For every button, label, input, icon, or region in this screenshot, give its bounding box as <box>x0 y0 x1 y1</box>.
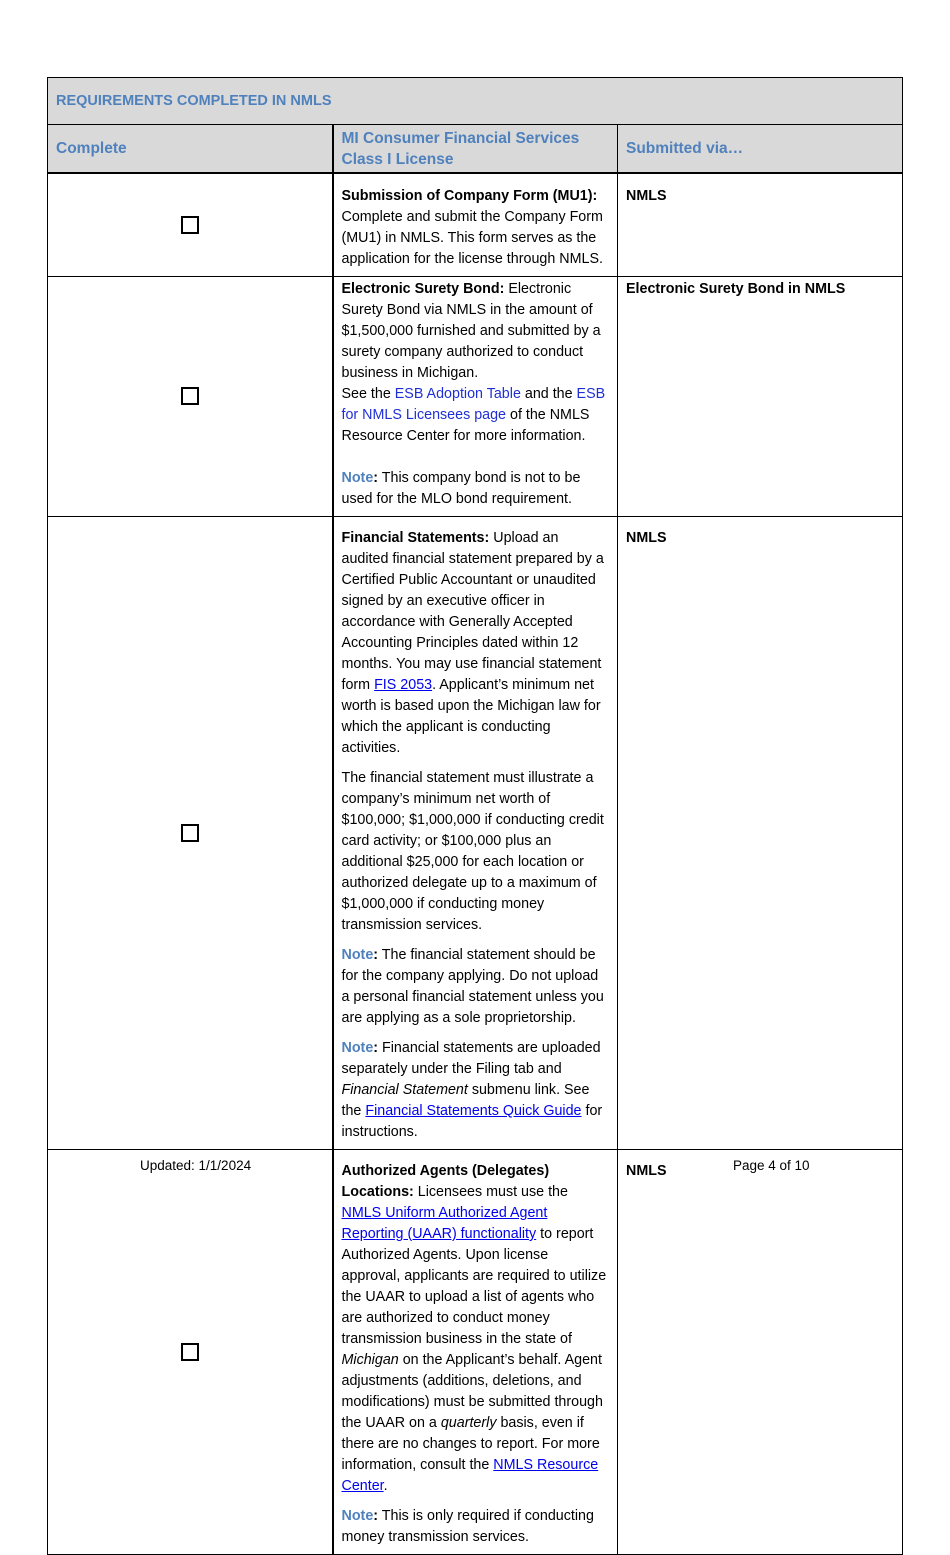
uaar-functionality-link[interactable]: NMLS Uniform Authorized Agent Reporting (UAAR) functionality <box>341 1205 548 1242</box>
footer-page-number: Page 4 of 10 <box>733 1158 810 1173</box>
table-row <box>48 277 903 517</box>
complete-cell <box>48 277 333 517</box>
requirement-paragraph <box>342 1161 610 1497</box>
complete-checkbox[interactable] <box>181 387 199 405</box>
requirement-text: basis, even if there are no changes to report. For more information, consult the <box>341 1415 600 1473</box>
requirement-text: Complete and submit the Company Form (MU1) in NMLS. This form serves as the application for the license through NMLS. <box>341 209 603 267</box>
requirement-text: Licensees must use the <box>413 1184 568 1200</box>
requirement-description <box>333 517 618 1150</box>
note-colon: : <box>373 947 379 963</box>
header-submitted-via: Submitted via… <box>618 125 903 174</box>
note-text: The financial statement should be for the company applying. Do not upload a personal financial statement unless you are applying as a sole proprietorship. <box>341 947 604 1026</box>
note-text: for instructions. <box>341 1103 603 1140</box>
note-text: This company bond is not to be used for the MLO bond requirement. <box>341 470 581 507</box>
note-colon: : <box>373 1040 379 1056</box>
nmls-resource-center-link[interactable]: NMLS Resource Center <box>341 1457 599 1494</box>
note-colon: : <box>373 470 379 486</box>
table-banner: REQUIREMENTS COMPLETED IN NMLS <box>48 78 903 125</box>
financial-statements-guide-link[interactable]: Financial Statements Quick Guide <box>365 1103 582 1119</box>
header-complete: Complete <box>48 125 333 174</box>
requirement-text: Electronic Surety Bond via NMLS in the amount of $1,500,000 furnished and submitted by a surety company authorized to conduct business in Michigan. <box>341 281 601 381</box>
see-text: See the <box>341 386 395 402</box>
see-text: and the <box>520 386 577 402</box>
requirement-title: Submission of Company Form (MU1): <box>341 188 598 204</box>
spacer <box>342 447 610 468</box>
requirement-text: . Applicant’s minimum net worth is based upon the Michigan law for which the applicant is conducting activities. <box>341 677 601 756</box>
table-row <box>48 517 903 1150</box>
note-label: Note <box>341 947 374 963</box>
requirement-text: on the Applicant’s behalf. Agent adjustments (additions, deletions, and modifications) must be submitted through the UAAR on a <box>341 1352 603 1431</box>
requirement-italic: quarterly <box>440 1415 497 1431</box>
requirement-text: to report Authorized Agents. Upon license approval, applicants are required to utilize the UAAR to upload a list of agents who are authorized to conduct money transmission business in the state of <box>341 1226 607 1347</box>
requirement-text: Upload an audited financial statement prepared by a Certified Public Accountant or unaudited signed by an executive officer in accordance with Generally Accepted Accounting Principles dated within 12 months. You may use financial statement form <box>341 530 604 693</box>
note-label: Note <box>341 470 374 486</box>
submitted-via-value: Electronic Surety Bond in NMLS <box>618 277 903 517</box>
see-text: of the NMLS Resource Center for more information. <box>341 407 590 444</box>
note-line <box>342 1506 610 1548</box>
complete-checkbox[interactable] <box>181 216 199 234</box>
requirements-table <box>47 77 903 1555</box>
fis-2053-link[interactable]: FIS 2053 <box>374 677 433 693</box>
requirement-italic: Michigan <box>341 1352 399 1368</box>
requirement-description <box>333 1150 618 1555</box>
submitted-via-value: NMLS <box>618 173 903 277</box>
note-italic: Financial Statement <box>341 1082 468 1098</box>
note-label: Note <box>341 1508 374 1524</box>
note-text: This is only required if conducting money transmission services. <box>341 1508 594 1545</box>
note-text: submenu link. See the <box>341 1082 590 1119</box>
note-text: Financial statements are uploaded separately under the Filing tab and <box>341 1040 601 1077</box>
requirement-title: Electronic Surety Bond: <box>341 281 505 297</box>
footer-updated: Updated: 1/1/2024 <box>140 1158 252 1173</box>
table-row <box>48 173 903 277</box>
complete-cell <box>48 1150 333 1555</box>
submitted-via-value: NMLS <box>618 1150 903 1555</box>
header-license: MI Consumer Financial Services Class I License <box>333 125 618 174</box>
note-line <box>342 468 610 510</box>
requirement-title: Financial Statements: <box>341 530 490 546</box>
note-line <box>342 1038 610 1143</box>
requirement-title: Authorized Agents (Delegates) Locations: <box>341 1163 550 1200</box>
esb-adoption-table-link[interactable]: ESB Adoption Table <box>394 386 521 402</box>
header-row <box>48 125 903 174</box>
note-label: Note <box>341 1040 374 1056</box>
banner-row <box>48 78 903 125</box>
requirement-paragraph <box>342 528 610 759</box>
note-line <box>342 945 610 1029</box>
submitted-via-value: NMLS <box>618 517 903 1150</box>
esb-licensees-page-link[interactable]: ESB for NMLS Licensees page <box>341 386 606 423</box>
requirement-description <box>333 173 618 277</box>
complete-checkbox[interactable] <box>181 824 199 842</box>
requirement-description <box>333 277 618 517</box>
table-row <box>48 1150 903 1555</box>
see-also-line <box>342 384 610 447</box>
requirement-text: . <box>383 1478 388 1494</box>
complete-cell <box>48 517 333 1150</box>
requirement-paragraph <box>342 279 610 384</box>
note-colon: : <box>373 1508 379 1524</box>
net-worth-paragraph: The financial statement must illustrate a company’s minimum net worth of $100,000; $1,000,000 if conducting credit card activity; or $100,000 plus an additional $25,000 for each location or authorized delegate up to a maximum of $1,000,000 if conducting money transmission services. <box>341 770 604 933</box>
complete-cell <box>48 173 333 277</box>
complete-checkbox[interactable] <box>181 1343 199 1361</box>
